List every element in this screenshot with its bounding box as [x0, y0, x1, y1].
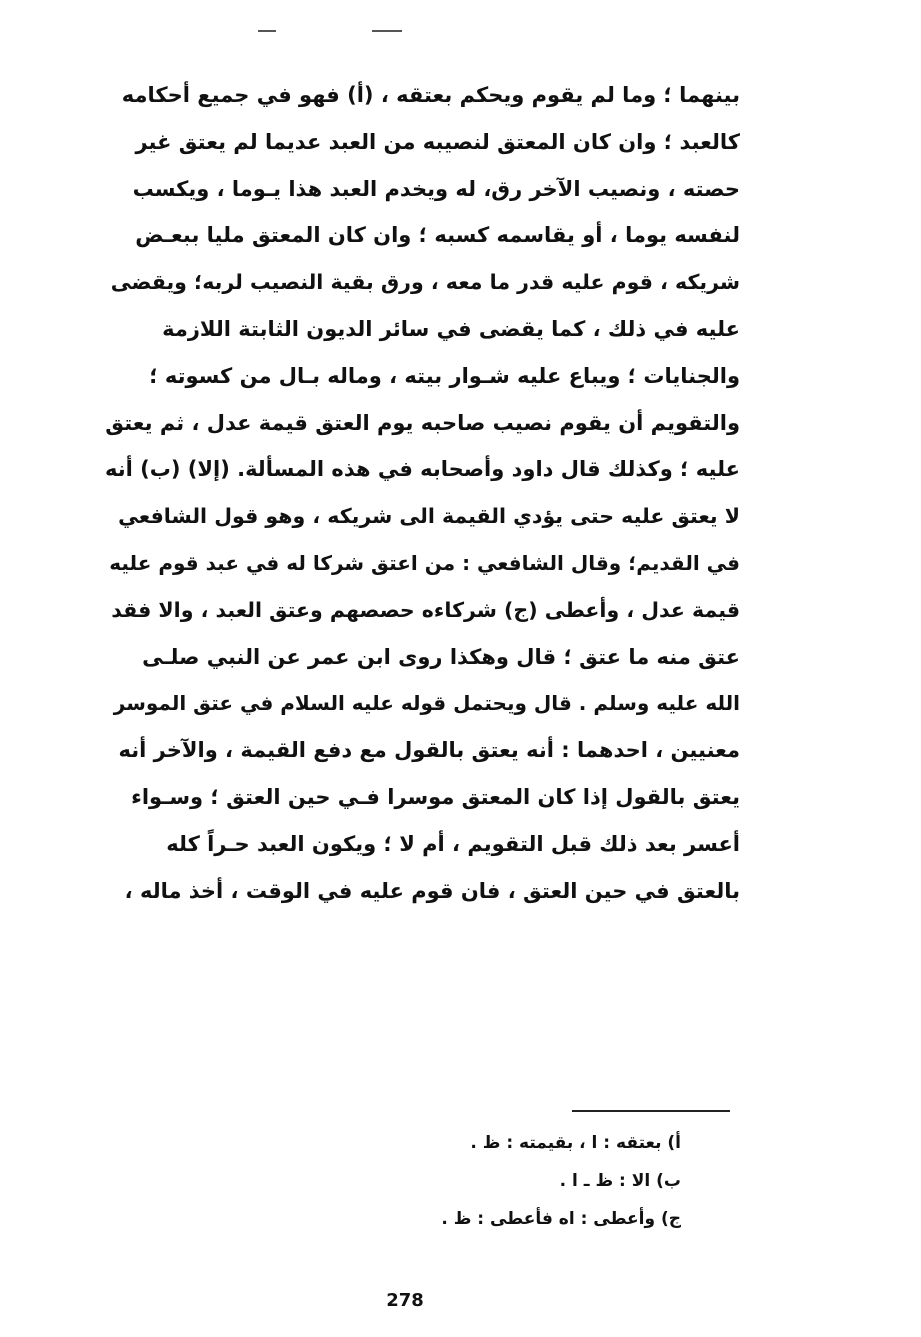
text-line: لنفسه يوما ، أو يقاسمه كسبه ؛ وان كان المعتق مليا ببعـض — [135, 223, 740, 248]
text-line: أعسر بعد ذلك قبل التقويم ، أم لا ؛ ويكون العبد حـراً كله — [166, 831, 740, 856]
text-line: والجنايات ؛ ويباع عليه شـوار بيته ، وماله بـال من كسوته ؛ — [149, 363, 740, 388]
text-line: شريكه ، قوم عليه قدر ما معه ، ورق بقية النصيب لربه؛ ويقضى — [110, 270, 740, 295]
text-line: معنيين ، احدهما : أنه يعتق بالقول مع دفع القيمة ، والآخر أنه — [118, 738, 740, 763]
top-mark — [372, 30, 402, 32]
text-line: لا يعتق عليه حتى يؤدي القيمة الى شريكه ، وهو قول الشافعي — [118, 504, 740, 529]
footnote-separator — [572, 1110, 730, 1112]
text-line: كالعبد ؛ وان كان المعتق لنصيبه من العبد عديما لم يعتق غير — [135, 129, 740, 154]
text-line: عليه في ذلك ، كما يقضى في سائر الديون الثابتة اللازمة — [162, 316, 740, 341]
text-line: قيمة عدل ، وأعطى (ج) شركاءه حصصهم وعتق العبد ، والا فقد — [111, 597, 740, 622]
body-text — [104, 72, 740, 914]
text-line: يعتق بالقول إذا كان المعتق موسرا فـي حين العتق ؛ وسـواء — [131, 784, 740, 809]
footnote: ب) الا : ظ ـ ا . — [559, 1171, 681, 1191]
footnote: ج) وأعطى : اه فأعطى : ظ . — [441, 1209, 681, 1229]
text-line: بينهما ؛ وما لم يقوم ويحكم بعتقه ، (أ) فهو في جميع أحكامه — [121, 83, 740, 107]
text-line: بالعتق في حين العتق ، فان قوم عليه في الوقت ، أخذ ماله ، — [124, 878, 740, 903]
text-line: والتقويم أن يقوم نصيب صاحبه يوم العتق قيمة عدل ، ثم يعتق — [105, 410, 740, 435]
text-line: الله عليه وسلم . قال ويحتمل قوله عليه السلام في عتق الموسر — [113, 691, 740, 716]
top-mark — [258, 30, 276, 32]
text-line: عليه ؛ وكذلك قال داود وأصحابه في هذه المسألة. (إلا) (ب) أنه — [105, 457, 740, 482]
text-line: في القديم؛ وقال الشافعي : من اعتق شركا له في عبد قوم عليه — [109, 550, 740, 575]
footnote: أ) بعتقه : ا ، بقيمته : ظ . — [470, 1133, 681, 1153]
text-line: عتق منه ما عتق ؛ قال وهكذا روى ابن عمر عن النبي صلـى — [142, 644, 740, 669]
footnotes — [321, 1124, 681, 1238]
page-number: 278 — [386, 1290, 424, 1311]
text-line: حصته ، ونصيب الآخر رق، له ويخدم العبد هذا يـوما ، ويكسب — [132, 176, 740, 201]
